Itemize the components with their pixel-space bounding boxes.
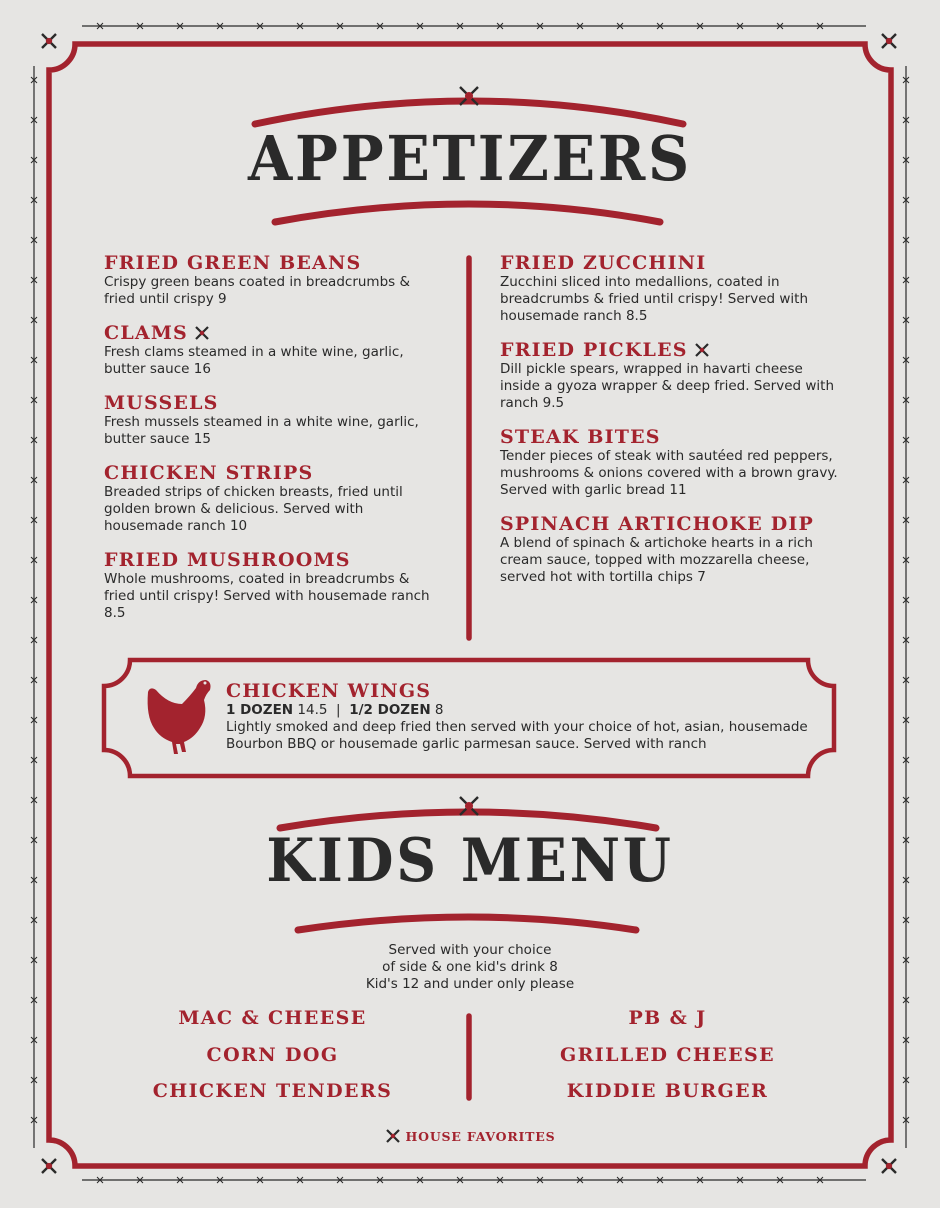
kids-item: CHICKEN TENDERS (152, 1080, 393, 1102)
item-name: CHICKEN WINGS (226, 680, 432, 702)
item-name (104, 322, 434, 344)
appetizers-left-column (104, 252, 434, 636)
menu-item (104, 252, 434, 308)
item-name (500, 252, 845, 274)
kids-item: KIDDIE BURGER (566, 1080, 769, 1102)
kids-left-column (130, 1006, 415, 1116)
dozen-price: 14.5 (297, 702, 328, 718)
kids-item: GRILLED CHEESE (559, 1043, 776, 1066)
menu-item (500, 252, 845, 325)
item-name (104, 549, 434, 571)
item-description: A blend of spinach & artichoke hearts in a rich cream sauce, topped with mozzarella cheese, served hot with tortilla chips 7 (500, 535, 813, 585)
item-name (104, 252, 434, 274)
kids-right-column (525, 1006, 810, 1116)
item-description: Crispy green beans coated in breadcrumbs & fried until crispy 9 (104, 274, 411, 307)
kids-item: PB & J (628, 1007, 707, 1029)
x-mark-icon (694, 342, 710, 358)
kids-menu-title: KIDS MENU (266, 826, 674, 896)
x-mark-icon (385, 1128, 401, 1144)
item-name-text: CHICKEN STRIPS (104, 462, 314, 484)
kids-item: CORN DOG (206, 1043, 339, 1066)
menu-item (500, 513, 845, 586)
price-separator: | (336, 702, 341, 718)
menu-item (500, 426, 845, 499)
kids-note-line: Served with your choice (388, 942, 552, 958)
dozen-label: 1 DOZEN (226, 702, 294, 718)
kids-note (0, 942, 940, 993)
item-description: Breaded strips of chicken breasts, fried until golden brown & delicious. Served with housemade ranch 10 (104, 484, 403, 534)
item-description: Dill pickle spears, wrapped in havarti cheese inside a gyoza wrapper & deep fried. Served with ranch 9.5 (500, 361, 835, 411)
chicken-wings-card (226, 680, 826, 753)
menu-item (104, 549, 434, 622)
menu-item (104, 322, 434, 378)
item-description: Lightly smoked and deep fried then served with your choice of hot, asian, housemade Bourbon BBQ or housemade garlic parmesan sauce. Served with ranch (226, 719, 808, 752)
menu-item (500, 339, 845, 412)
item-name-text: FRIED ZUCCHINI (500, 252, 707, 274)
item-description: Tender pieces of steak with sautéed red peppers, mushrooms & onions covered with a brown gravy. Served with garlic bread 11 (500, 448, 838, 498)
item-name (500, 513, 845, 535)
item-name (500, 426, 845, 448)
item-description: Fresh clams steamed in a white wine, garlic, butter sauce 16 (104, 344, 404, 377)
menu-item (104, 392, 434, 448)
item-name-text: SPINACH ARTICHOKE DIP (500, 513, 815, 535)
kids-item: MAC & CHEESE (178, 1007, 367, 1029)
item-name (104, 392, 434, 414)
page-title: APPETIZERS (248, 122, 692, 195)
x-mark-icon (194, 325, 210, 341)
item-description: Fresh mussels steamed in a white wine, garlic, butter sauce 15 (104, 414, 419, 447)
kids-note-line: of side & one kid's drink 8 (382, 959, 558, 975)
kids-note-line: Kid's 12 and under only please (365, 976, 575, 992)
half-dozen-price: 8 (434, 702, 444, 718)
item-name-text: STEAK BITES (500, 426, 661, 448)
item-name-text: MUSSELS (104, 392, 219, 414)
item-description: Zucchini sliced into medallions, coated in breadcrumbs & fried until crispy! Served with housemade ranch 8.5 (500, 274, 809, 324)
chicken-icon (148, 680, 211, 754)
item-name (104, 462, 434, 484)
item-name-text: CLAMS (104, 322, 188, 344)
menu-item (104, 462, 434, 535)
house-favorites-legend (0, 1128, 940, 1144)
half-dozen-label: 1/2 DOZEN (349, 702, 431, 718)
legend-label: HOUSE FAVORITES (405, 1128, 556, 1144)
appetizers-right-column (500, 252, 845, 600)
item-name (500, 339, 845, 361)
wings-prices (226, 702, 826, 719)
item-name-text: FRIED PICKLES (500, 339, 688, 361)
item-description: Whole mushrooms, coated in breadcrumbs & fried until crispy! Served with housemade ranch 8.5 (104, 571, 430, 621)
item-name-text: FRIED MUSHROOMS (104, 549, 351, 571)
item-name-text: FRIED GREEN BEANS (104, 252, 362, 274)
